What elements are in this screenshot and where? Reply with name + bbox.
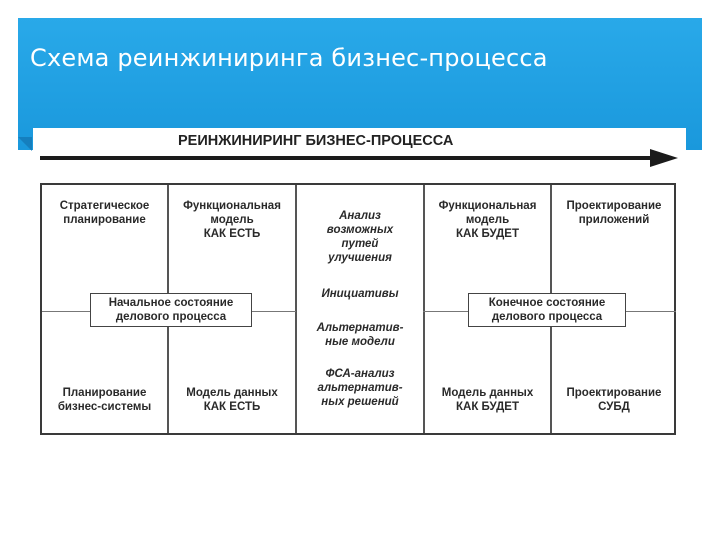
cell-app-design: Проектирование приложений — [566, 200, 662, 226]
cell-analysis: Анализ возможных путей улучшения — [326, 210, 394, 264]
cell-functional-model-to-be: Функциональная модель КАК БУДЕТ — [438, 200, 537, 240]
diagram-banner: РЕИНЖИНИРИНГ БИЗНЕС-ПРОЦЕССА — [178, 133, 454, 149]
process-arrow-line — [40, 156, 652, 160]
cell-business-system-planning: Планирование бизнес-системы — [57, 387, 152, 413]
cell-alternative-models: Альтернатив- ные модели — [316, 322, 404, 348]
cell-initiatives: Инициативы — [321, 288, 399, 300]
cell-data-model-to-be: Модель данных КАК БУДЕТ — [441, 387, 534, 413]
cell-functional-model-as-is: Функциональная модель КАК ЕСТЬ — [183, 200, 281, 240]
final-state-box: Конечное состояние делового процесса — [468, 293, 626, 327]
cell-fsa-analysis: ФСА-анализ альтернатив- ных решений — [317, 368, 403, 408]
header-fold — [18, 137, 32, 151]
process-arrow-head — [650, 149, 678, 167]
cell-strategic-planning: Стратегическое планирование — [59, 200, 150, 226]
slide-title: Схема реинжиниринга бизнес-процесса — [30, 44, 548, 72]
cell-dbms-design: Проектирование СУБД — [566, 387, 662, 413]
cell-data-model-as-is: Модель данных КАК ЕСТЬ — [186, 387, 278, 413]
process-grid — [40, 183, 676, 435]
initial-state-box: Начальное состояние делового процесса — [90, 293, 252, 327]
